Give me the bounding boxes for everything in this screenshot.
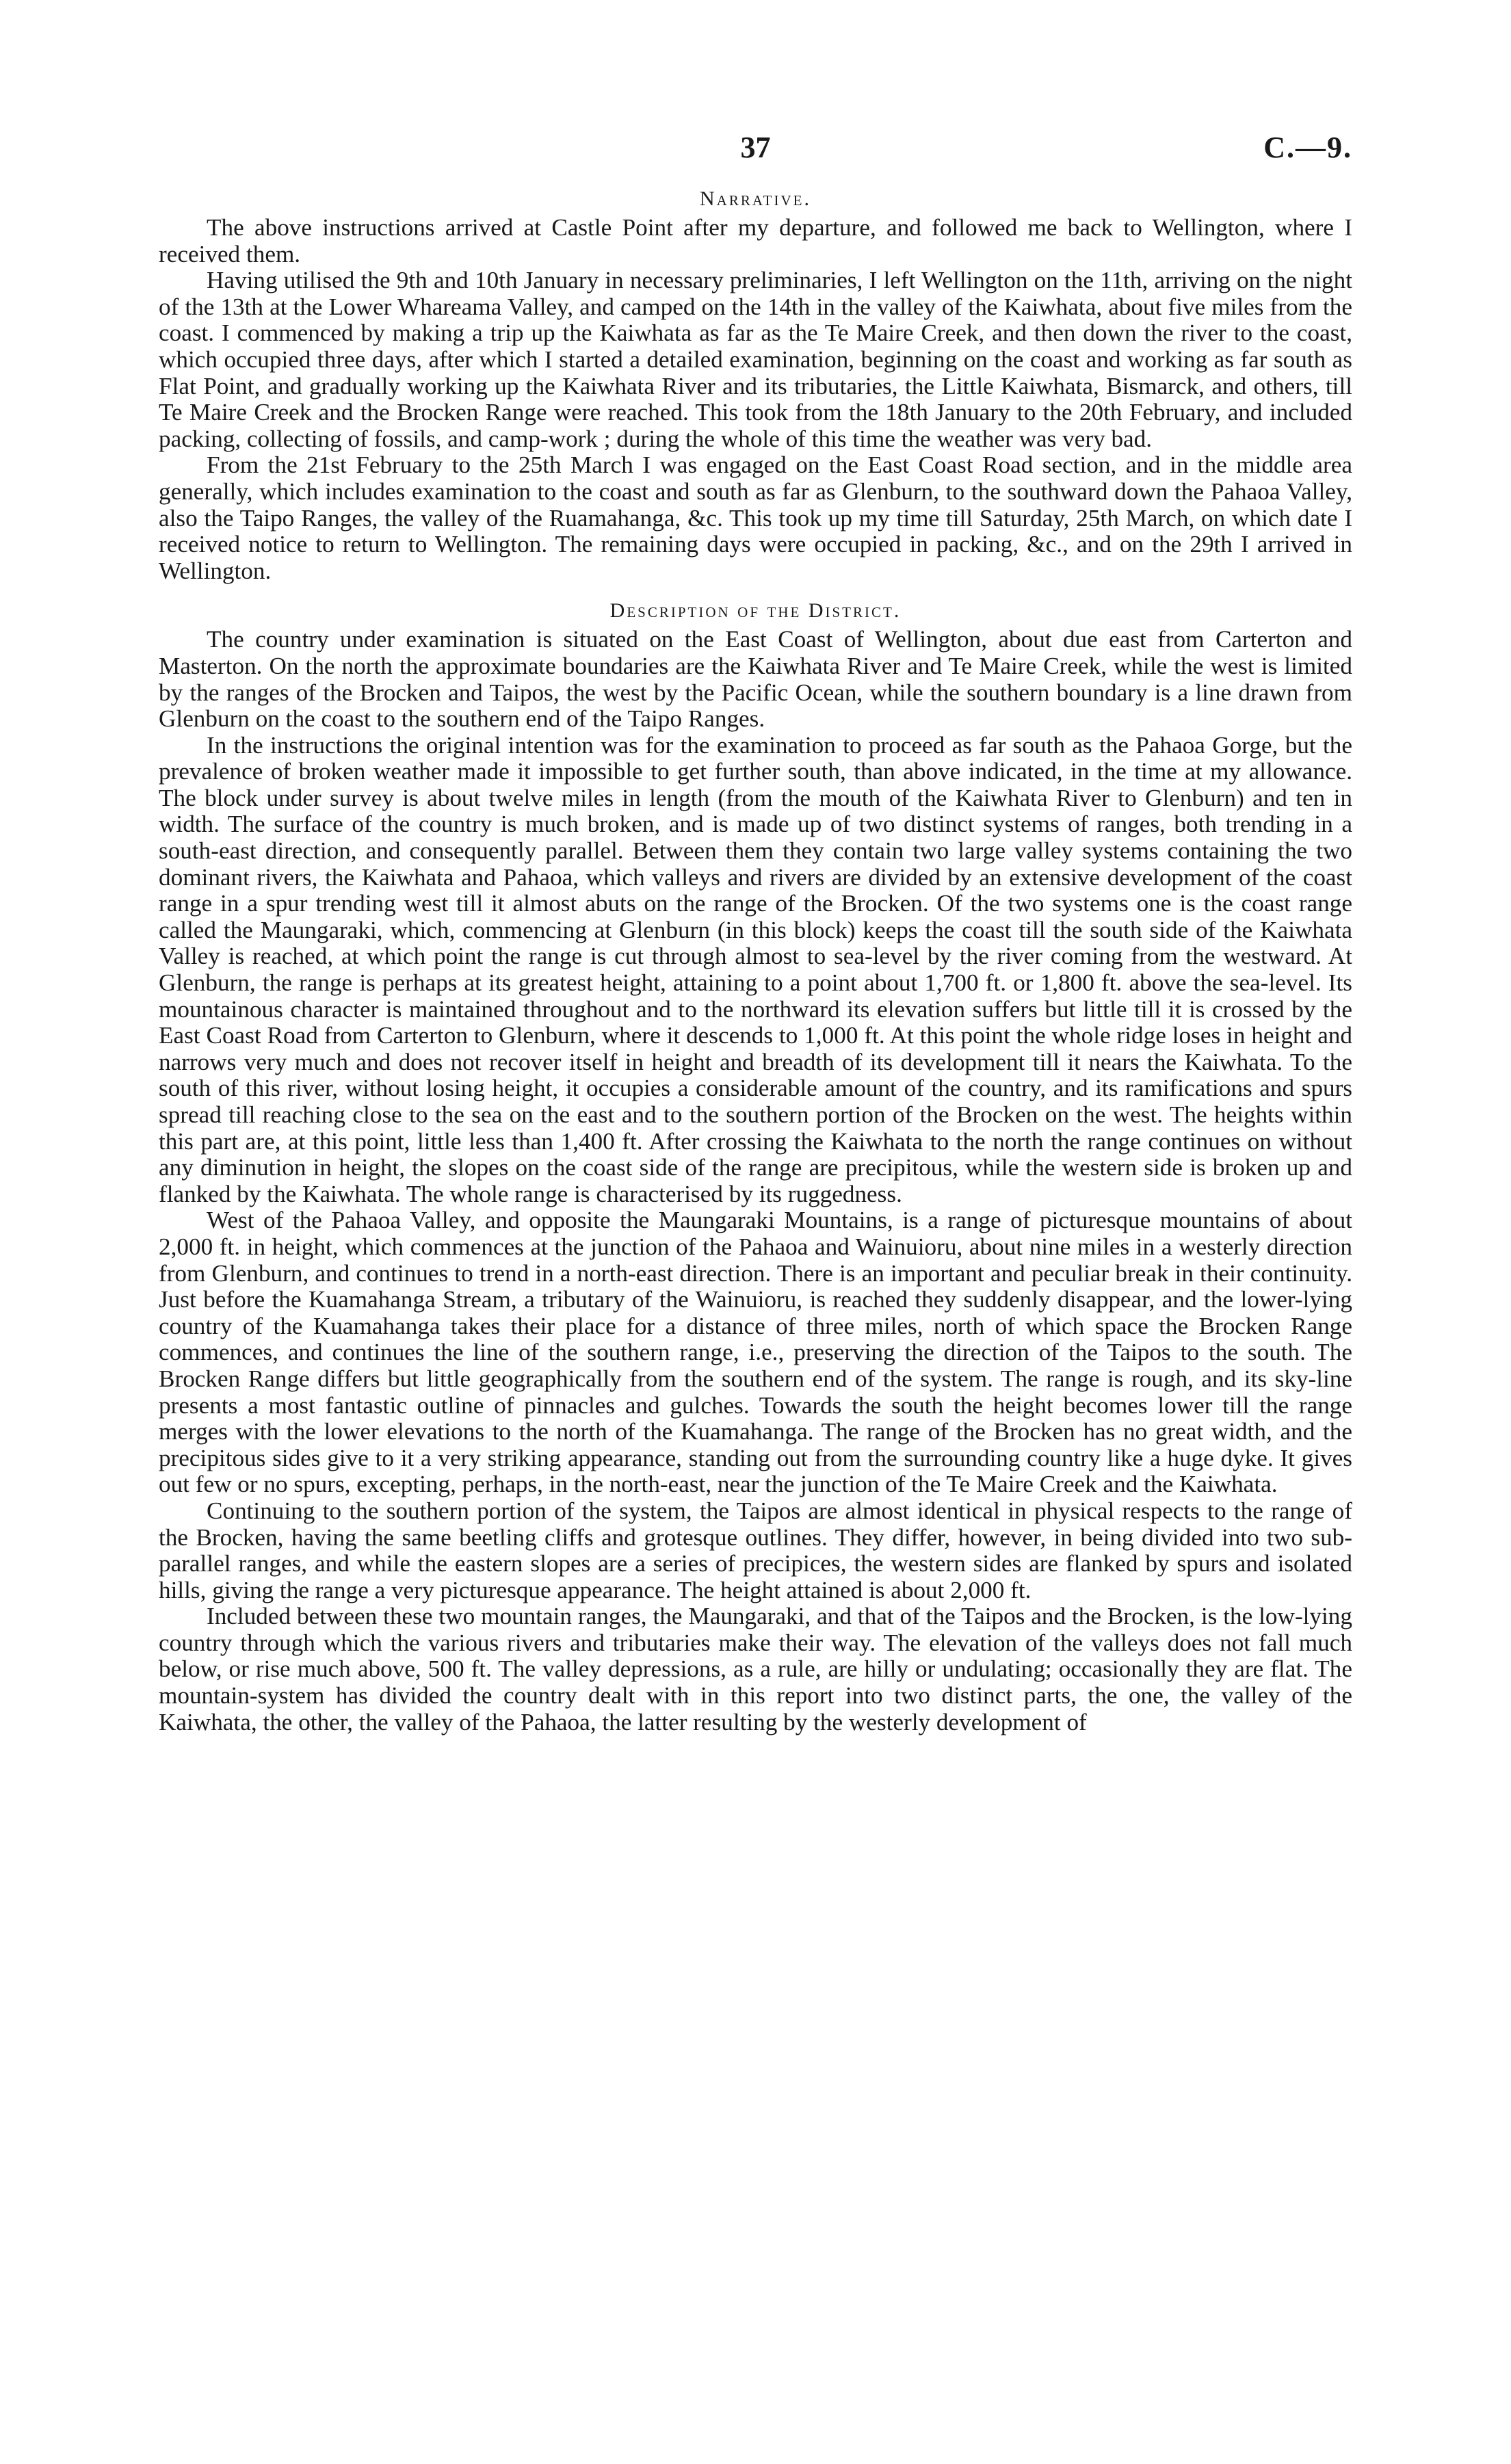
section-heading-narrative: Narrative.	[700, 187, 811, 210]
paragraph: The country under examination is situated on the East Coast of Wellington, about due east from Carterton and Masterton. On the north the approximate boundaries are the Kaiwhata River and Te Maire Creek, while the west is limited by the ranges of the Brocken and Taipos, the west by the Pacific Ocean, while the southern boundary is a line drawn from Glenburn on the coast to the southern end of the Taipo Ranges.	[159, 626, 1352, 733]
document-reference: C.—9.	[1263, 131, 1352, 164]
paragraph: From the 21st February to the 25th March I was engaged on the East Coast Road section, and in the middle area generally, which includes examination to the coast and south as far as Glenburn, to the southward down the Pahaoa Valley, also the Taipo Ranges, the valley of the Ruamahanga, &c. This took up my time till Saturday, 25th March, on which date I received notice to return to Wellington. The remaining days were occupied in packing, &c., and on the 29th I arrived in Wellington.	[159, 451, 1352, 584]
section-heading-description: Description of the District.	[609, 599, 902, 622]
document-page	[159, 130, 1352, 2408]
paragraph: Continuing to the southern portion of the system, the Taipos are almost identical in physical respects to the range of the Brocken, having the same beetling cliffs and grotesque outlines. They differ, however, in being divided into two sub-parallel ranges, and while the eastern slopes are a series of precipices, the western sides are flanked by spurs and isolated hills, giving the range a very picturesque appearance. The height attained is about 2,000 ft.	[159, 1497, 1352, 1603]
paragraph: West of the Pahaoa Valley, and opposite the Maungaraki Mountains, is a range of picturesque mountains of about 2,000 ft. in height, which commences at the junction of the Pahaoa and Wainuioru, about nine miles in a westerly direction from Glenburn, and continues to trend in a north-east direction. There is an important and peculiar break in their continuity. Just before the Kuamahanga Stream, a tributary of the Wainuioru, is reached they suddenly disappear, and the lower-lying country of the Kuamahanga takes their place for a distance of three miles, north of which space the Brocken Range commences, and continues the line of the southern range, i.e., preserving the direction of the Taipos to the south. The Brocken Range differs but little geographically from the southern end of the system. The range is rough, and its sky-line presents a most fantastic outline of pinnacles and gulches. Towards the south the height becomes lower till the range merges with the lower elevations to the north of the Kuamahanga. The range of the Brocken has no great width, and the precipitous sides give to it a very striking appearance, standing out from the surrounding country like a huge dyke. It gives out few or no spurs, excepting, perhaps, in the north-east, near the junction of the Te Maire Creek and the Kaiwhata.	[159, 1207, 1352, 1498]
paragraph: In the instructions the original intention was for the examination to proceed as far south as the Pahaoa Gorge, but the prevalence of broken weather made it impossible to get further south, than above indicated, in the time at my allowance. The block under survey is about twelve miles in length (from the mouth of the Kaiwhata River to Glenburn) and ten in width. The surface of the country is much broken, and is made up of two distinct systems of ranges, both trending in a south-east direction, and consequently parallel. Between them they contain two large valley systems containing the two dominant rivers, the Kaiwhata and Pahaoa, which valleys and rivers are divided by an extensive development of the coast range in a spur trending west till it almost abuts on the range of the Brocken. Of the two systems one is the coast range called the Maungaraki, which, commencing at Glenburn (in this block) keeps the coast till the south side of the Kaiwhata Valley is reached, at which point the range is cut through almost to sea-level by the river coming from the westward. At Glenburn, the range is perhaps at its greatest height, attaining to a point about 1,700 ft. or 1,800 ft. above the sea-level. Its mountainous character is maintained throughout and to the northward its elevation suffers but little till it is crossed by the East Coast Road from Carterton to Glenburn, where it descends to 1,000 ft. At this point the whole ridge loses in height and narrows very much and does not recover itself in height and breadth of its development till it nears the Kaiwhata. To the south of this river, without losing height, it occupies a considerable amount of the country, and its ramifications and spurs spread till reaching close to the sea on the east and to the southern portion of the Brocken on the west. The heights within this part are, at this point, little less than 1,400 ft. After crossing the Kaiwhata to the north the range continues on without any diminution in height, the slopes on the coast side of the range are precipitous, while the western side is broken up and flanked by the Kaiwhata. The whole range is characterised by its ruggedness.	[159, 731, 1352, 1207]
paragraph: Having utilised the 9th and 10th January in necessary preliminaries, I left Wellington on the 11th, arriving on the night of the 13th at the Lower Whareama Valley, and camped on the 14th in the valley of the Kaiwhata, about five miles from the coast. I commenced by making a trip up the Kaiwhata as far as the Te Maire Creek, and then down the river to the coast, which occupied three days, after which I started a detailed examination, beginning on the coast and working as far south as Flat Point, and gradually working up the Kaiwhata River and its tributaries, the Little Kaiwhata, Bismarck, and others, till Te Maire Creek and the Brocken Range were reached. This took from the 18th January to the 20th February, and included packing, collecting of fossils, and camp-work ; during the whole of this time the weather was very bad.	[159, 267, 1352, 452]
paragraph: The above instructions arrived at Castle Point after my departure, and followed me back to Wellington, where I received them.	[159, 214, 1352, 267]
page-number: 37	[740, 131, 771, 164]
page-header	[159, 130, 1352, 178]
paragraph: Included between these two mountain ranges, the Maungaraki, and that of the Taipos and the Brocken, is the low-lying country through which the various rivers and tributaries make their way. The elevation of the valleys does not fall much below, or rise much above, 500 ft. The valley depressions, as a rule, are hilly or undulating; occasionally they are flat. The mountain-system has divided the country dealt with in this report into two distinct parts, the one, the valley of the Kaiwhata, the other, the valley of the Pahaoa, the latter resulting by the westerly development of	[159, 1603, 1352, 1735]
